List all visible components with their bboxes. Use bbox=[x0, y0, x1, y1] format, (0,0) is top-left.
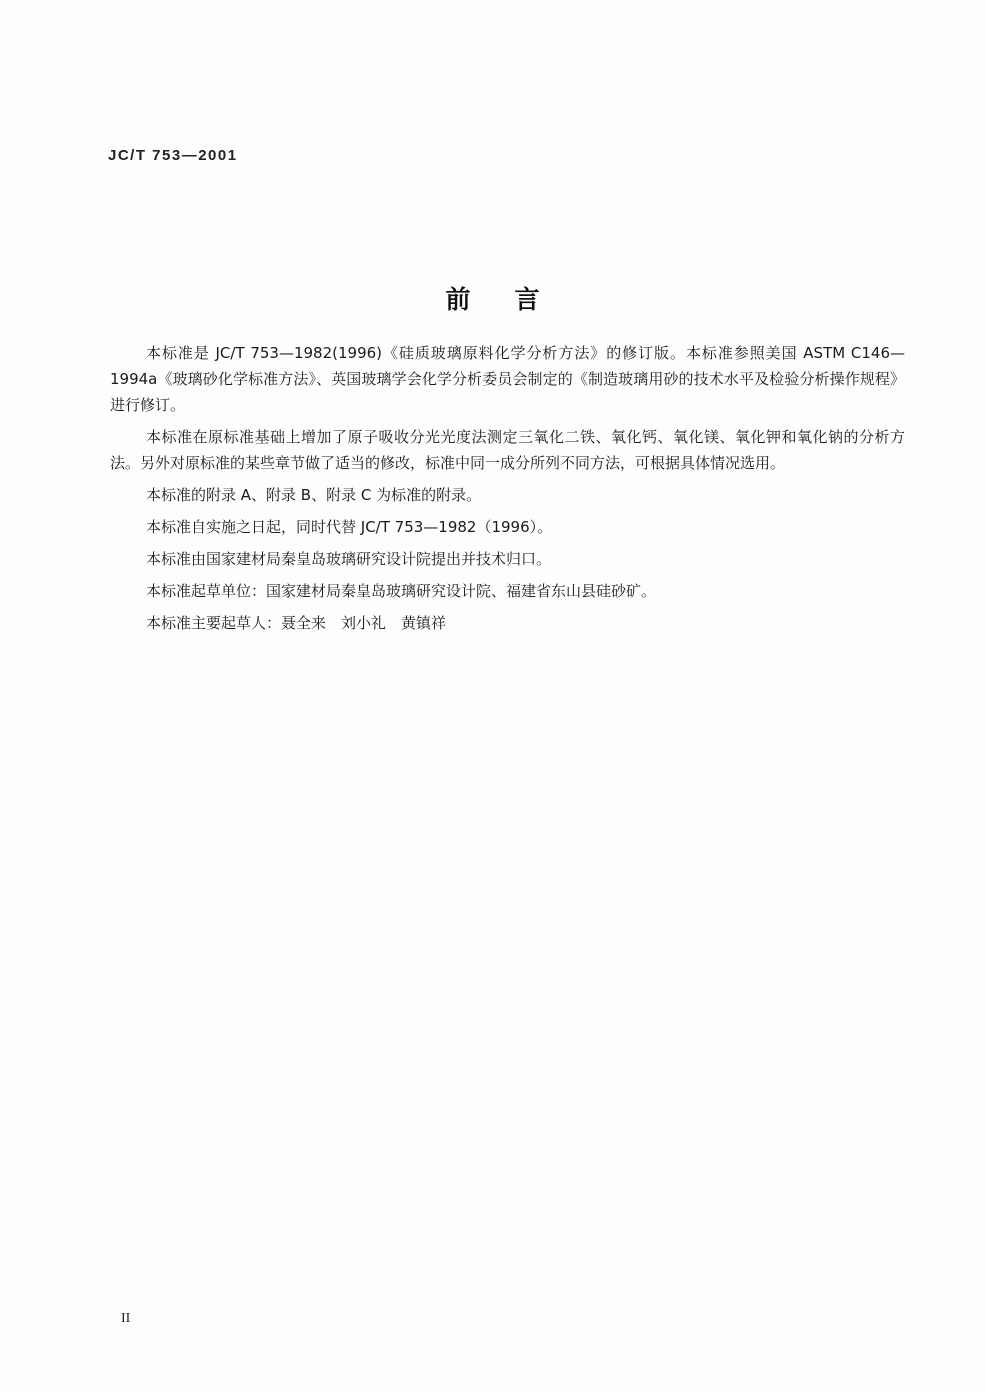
paragraph-drafters: 本标准主要起草人：聂全来 刘小礼 黄镇祥 bbox=[146, 614, 447, 632]
paragraph-proposer: 本标准由国家建材局秦皇岛玻璃研究设计院提出并技术归口。 bbox=[146, 550, 552, 568]
standard-code-header: JC/T 753—2001 bbox=[108, 147, 238, 164]
paragraph-replacement: 本标准自实施之日起，同时代替 JC/T 753—1982（1996）。 bbox=[146, 518, 553, 536]
page-title: 前言 bbox=[445, 285, 584, 314]
paragraph-additions: 本标准在原标准基础上增加了原子吸收分光光度法测定三氧化二铁、氧化钙、氧化镁、氧化钾和氧化钠的分析方法。另外对原标准的某些章节做了适当的修改，标准中同一成分所列不同方法，可根据具体情况选用。 bbox=[110, 428, 905, 472]
paragraph-appendices: 本标准的附录 A、附录 B、附录 C 为标准的附录。 bbox=[146, 486, 482, 504]
paragraph-revision: 本标准是 JC/T 753—1982(1996)《硅质玻璃原料化学分析方法》的修订版。本标准参照美国 ASTM C146—1994a《玻璃砂化学标准方法》、英国玻璃学会化学分析委员会制定的《制造玻璃用砂的技术水平及检验分析操作规程》进行修订。 bbox=[110, 344, 905, 414]
page-number: II bbox=[121, 1311, 131, 1326]
paragraph-drafting-units: 本标准起草单位：国家建材局秦皇岛玻璃研究设计院、福建省东山县硅砂矿。 bbox=[146, 582, 657, 600]
foreword-body bbox=[110, 340, 905, 642]
